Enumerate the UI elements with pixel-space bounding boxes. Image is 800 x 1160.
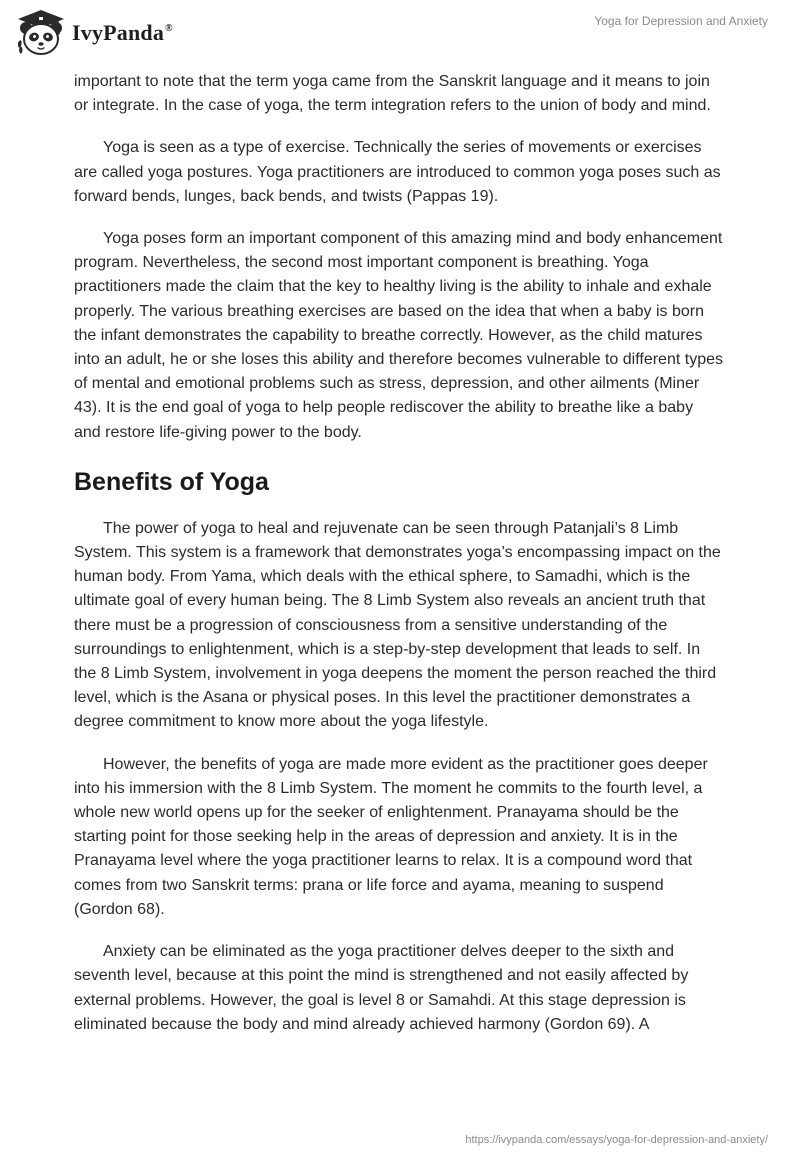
paragraph-4: The power of yoga to heal and rejuvenate can be seen through Patanjali’s 8 Limb System. This system is a framework that demonstrates yoga’s encompassing impact on the human body. From Yama, which deals with the ethical sphere, to Samadhi, which is the ultimate goal of every human being. The 8 Limb System also reveals an ancient truth that there must be a progression of consciousness from a sensitive understanding of the surroundings to enlightenment, which is a step-by-step development that leads to self. In the 8 Limb System, involvement in yoga deepens the moment the person reached the third level, which is the Asana or physical poses. In this level the practitioner demonstrates a degree commitment to know more about the yoga lifestyle. — [74, 519, 721, 731]
source-url[interactable]: https://ivypanda.com/essays/yoga-for-depression-and-anxiety/ — [465, 1134, 768, 1146]
registered-mark: ® — [165, 23, 173, 34]
brand-logo[interactable] — [14, 8, 173, 58]
page-header — [0, 0, 800, 70]
panda-logo-icon — [14, 8, 68, 58]
paragraph-3: Yoga poses form an important component of this amazing mind and body enhancement program. Nevertheless, the second most important component is breathing. Yoga practitioners made the claim that the key to healthy living is the ability to inhale and exhale properly. The various breathing exercises are based on the idea that when a baby is born the infant demonstrates the capability to breathe correctly. However, as the child matures into an adult, he or she loses this ability and therefore becomes vulnerable to different types of mental and emotional problems such as stress, depression, and other ailments (Miner 43). It is the end goal of yoga to help people rediscover the ability to breathe like a baby and restore life-giving power to the body. — [74, 230, 723, 441]
brand-name: IvyPanda® — [72, 20, 173, 45]
section-heading: Benefits of Yoga — [74, 467, 269, 496]
paragraph-5: However, the benefits of yoga are made more evident as the practitioner goes deeper into his immersion with the 8 Limb System. The moment he commits to the fourth level, a whole new world opens up for the seeker of enlightenment. Pranayama should be the starting point for those seeking help in the areas of depression and anxiety. It is in the Pranayama level where the yoga practitioner learns to relax. It is a compound word that comes from two Sanskrit terms: prana or life force and ayama, meaning to suspend (Gordon 68). — [74, 755, 708, 918]
paragraph-6: Anxiety can be eliminated as the yoga practitioner delves deeper to the sixth and seventh level, because at this point the mind is strengthened and not easily affected by external problems. However, the goal is level 8 or Samahdi. At this stage depression is eliminated because the body and mind already achieved harmony (Gordon 69). A — [74, 943, 689, 1033]
essay-body — [74, 70, 724, 1055]
paragraph-1: important to note that the term yoga came from the Sanskrit language and it means to join or integrate. In the case of yoga, the term integration refers to the union of body and mind. — [74, 73, 711, 115]
paragraph-2: Yoga is seen as a type of exercise. Technically the series of movements or exercises are called yoga postures. Yoga practitioners are introduced to common yoga poses such as forward bends, lunges, back bends, and twists (Pappas 19). — [74, 139, 721, 205]
document-title: Yoga for Depression and Anxiety — [594, 14, 768, 28]
